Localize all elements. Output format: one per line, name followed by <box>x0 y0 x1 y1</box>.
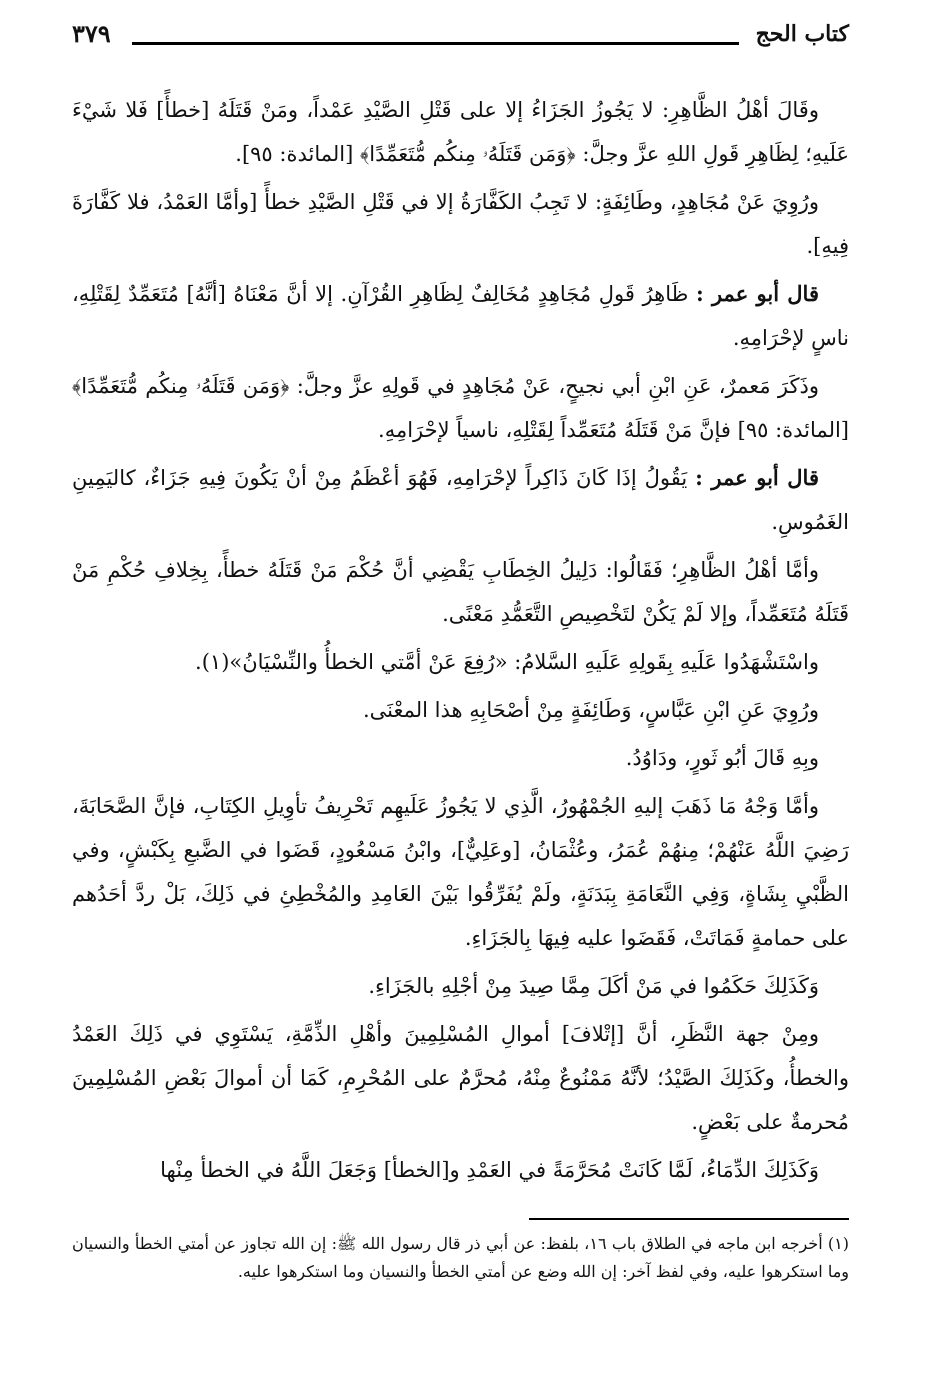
footnote: (١) أخرجه ابن ماجه في الطلاق باب ١٦، بلفظ: عن أبي ذر قال رسول الله ﷺ: إن الله تجاوز عن أمتي الخطأ والنسيان وما استكرهوا عليه، وفي لفظ آخر: إن الله وضع عن أمتي الخطأ والنسيان وما استكرهوا عليه. <box>72 1234 850 1281</box>
paragraph: وَكَذَلِكَ حَكَمُوا في مَنْ أكَلَ مِمَّا صِيدَ مِنْ أجْلِهِ بالجَزَاءِ. <box>368 974 819 998</box>
paragraph <box>72 272 849 360</box>
page-header <box>72 18 849 50</box>
paragraph <box>72 456 849 544</box>
footnote-rule <box>529 1218 849 1220</box>
running-title: كتاب الحج <box>755 21 849 47</box>
paragraph: ورُوِيَ عَنْ مُجَاهِدٍ، وطَائِفَةٍ: لا تَجِبُ الكَفَّارَةُ إلا في قَتْلِ الصَّيْدِ خطأً [وأمَّا العَمْدُ، فلا كَفَّارَةَ فِيهِ]. <box>72 190 849 258</box>
paragraph: وأمَّا أهْلُ الظَّاهِرِ؛ فَقَالُوا: دَلِيلُ الخِطَابِ يَقْضِي أنَّ حُكْمَ مَنْ قَتَلَهُ خطأً، بِخِلافِ حُكْمِ مَنْ قَتَلَهُ مُتَعَمِّداً، وإلا لَمْ يَكُنْ لتَخْصِيصِ التَّعَمُّدِ مَعْنًى. <box>72 558 849 626</box>
paragraph: ومِنْ جهة النَّظَرِ، أنَّ [إتْلافَ] أموالِ المُسْلِمِينَ وأهْلِ الذِّمَّةِ، يَسْتَوِي في ذَلِكَ العَمْدُ والخطأُ، وكَذَلِكَ الصَّيْدُ؛ لأنَّهُ مَمْنُوعٌ مِنْهُ، مُحرَّمٌ على المُحْرِمِ، كَمَا أن أموالَ بَعْضِ المُسْلِمِينَ مُحرمةٌ على بَعْضٍ. <box>72 1022 849 1134</box>
paragraph: وَكَذَلِكَ الدِّمَاءُ، لَمَّا كَانَتْ مُحَرَّمَةً في العَمْدِ و[الخطأ] وَجَعَلَ اللَّهُ في الخطأ مِنْها <box>160 1158 819 1182</box>
speaker-label: قال أبو عمر : <box>695 281 819 306</box>
paragraph: واسْتَشْهَدُوا عَلَيهِ بِقَولِهِ عَلَيهِ السَّلامُ: «رُفِعَ عَنْ أمَّتي الخطأُ والنِّسْيَانُ»(١). <box>195 650 819 674</box>
paragraph: ورُوِيَ عَنِ ابْنِ عَبَّاسٍ، وَطَائِفَةٍ مِنْ أصْحَابِهِ هذا المعْنَى. <box>362 698 819 722</box>
paragraph: وذَكَرَ مَعمرٌ، عَنِ ابْنِ أبي نجيحٍ، عَنْ مُجَاهِدٍ في قَولِهِ عزَّ وجلَّ: ﴿وَمَن قَتَلَهُۥ مِنكُم مُّتَعَمِّدًا﴾ [المائدة: ٩٥] فإنَّ مَنْ قَتَلَهُ مُتَعَمِّداً لِقَتْلِهِ، ناسياً لإحْرَامِهِ. <box>72 374 849 442</box>
speaker-label: قال أبو عمر : <box>695 465 819 490</box>
main-text <box>72 88 849 1196</box>
paragraph: وأمَّا وَجْهُ مَا ذَهَبَ إليهِ الجُمْهُورُ، الَّذِي لا يَجُوزُ عَلَيهِم تَحْرِيفُ تأوِيلِ الكِتَابِ، فإنَّ الصَّحَابَةَ، رَضِيَ اللَّهُ عَنْهُمْ؛ مِنهُمْ عُمَرُ، وعُثْمَانُ، [وعَلِيٌّ]، وابْنُ مَسْعُودٍ، قَضَوا في الضَّبعِ بِكَبْشٍ، وفي الظَّبْيِ بِشَاةٍ، وَفِي النَّعَامَةِ بِبَدَنَةٍ، ولَمْ يُفَرِّقُوا بَيْنَ العَامِدِ والمُخْطِئِ في ذَلِكَ، بَلْ ردَّ أحَدُهم على حمامةٍ فَمَاتَتْ، فَقَضَوا عليه فِيهَا بِالجَزَاءِ. <box>72 794 849 950</box>
paragraph-text: يَقُولُ إذَا كَانَ ذَاكِراً لإحْرَامِهِ، فَهُوَ أعْظَمُ مِنْ أنْ يَكُونَ فِيهِ جَزَاءٌ، كاليَمِينِ الغَمُوسِ. <box>72 466 849 534</box>
header-rule <box>132 42 739 45</box>
paragraph: وقَالَ أهْلُ الظَّاهِرِ: لا يَجُوزُ الجَزَاءُ إلا على قَتْلِ الصَّيْدِ عَمْداً، ومَنْ قَتَلَهُ [خطأً] فَلا شَيْءَ عَلَيهِ؛ لِظَاهِرِ قَولِ اللهِ عزَّ وجلَّ: ﴿وَمَن قَتَلَهُۥ مِنكُم مُّتَعَمِّدًا﴾ [المائدة: ٩٥]. <box>72 98 849 166</box>
paragraph: وبِهِ قَالَ أبُو ثَورٍ، ودَاوُدُ. <box>625 746 819 770</box>
page-number: ٣٧٩ <box>72 19 111 48</box>
paragraph-text: ظَاهِرُ قَولِ مُجَاهِدٍ مُخَالِفٌ لِظَاهِرِ القُرْآنِ. إلا أنَّ مَعْنَاهُ [أنَّهُ] مُتَعَمِّدٌ لِقَتْلِهِ، ناسٍ لإحْرَامِهِ. <box>72 282 849 350</box>
